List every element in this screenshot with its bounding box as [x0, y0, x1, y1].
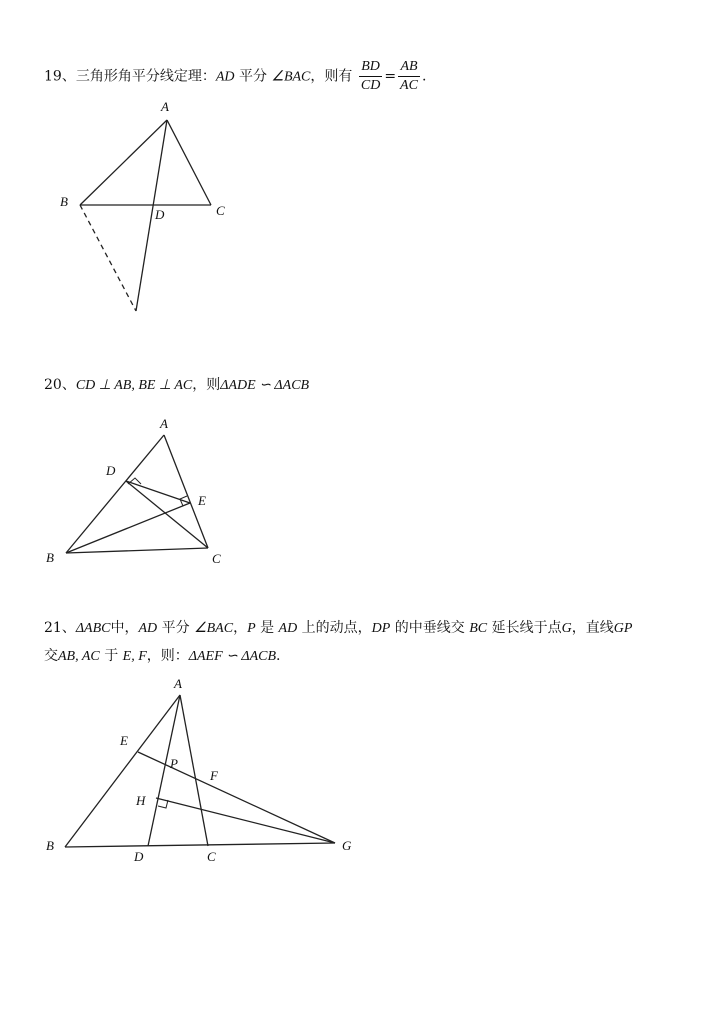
segment-ab	[65, 695, 180, 847]
statement-text: 是	[260, 620, 275, 636]
label-h: H	[136, 793, 146, 808]
label-d: D	[106, 463, 116, 478]
segment-be	[66, 503, 190, 553]
problem-20-statement	[44, 374, 309, 394]
segment-bg	[65, 843, 335, 847]
statement-text: 交	[44, 648, 58, 664]
math-segment: AD	[215, 69, 235, 85]
segment-cd	[126, 481, 208, 548]
statement-text: ，直线	[571, 620, 614, 636]
segment-ac	[164, 435, 208, 548]
math-segment: GP	[613, 621, 633, 636]
statement-text: 于	[104, 648, 119, 664]
label-g: G	[342, 838, 352, 853]
label-a: A	[174, 676, 182, 691]
fraction-denominator: CD	[360, 78, 381, 93]
statement-text: ，则有	[310, 68, 353, 85]
problem-number: 20、	[44, 377, 76, 393]
label-e: E	[120, 733, 128, 748]
fraction-numerator: BD	[359, 58, 382, 77]
label-b: B	[46, 550, 54, 565]
fraction-numerator: AB	[398, 58, 420, 77]
math-segment: ΔADE ∽ ΔACB	[220, 378, 310, 393]
math-segment: ∠BAC	[271, 69, 311, 85]
label-a: A	[160, 416, 168, 431]
equals-sign: =	[384, 68, 397, 85]
dashed-segment	[80, 205, 136, 311]
math-segment: ΔAEF ∽ ΔACB	[188, 649, 277, 664]
right-angle-mark	[128, 478, 141, 484]
statement-text: 平分	[238, 68, 267, 85]
statement-text: 中，	[110, 620, 139, 636]
statement-text: ，	[233, 620, 248, 636]
math-segment: DP	[371, 621, 391, 636]
math-segment: AD	[278, 621, 298, 636]
fraction-denominator: AC	[400, 78, 418, 93]
statement-text: 的中垂线交	[394, 620, 465, 636]
segment-ab	[66, 435, 164, 553]
label-c: C	[216, 203, 225, 218]
statement-text: 延长线于点	[491, 620, 562, 636]
label-d: D	[155, 207, 165, 222]
label-c: C	[212, 551, 221, 566]
math-segment: AD	[138, 621, 158, 636]
label-c: C	[207, 849, 216, 864]
math-segment: ΔABC	[75, 621, 111, 636]
statement-text: 平分	[161, 620, 190, 636]
statement-text: 三角形角平分线定理：	[75, 68, 216, 85]
math-segment: CD ⊥ AB, BE ⊥ AC	[75, 378, 193, 393]
label-d: D	[134, 849, 144, 864]
math-segment: AB, AC	[58, 649, 100, 664]
problem-21-statement-line-2	[44, 645, 280, 665]
statement-text: ，则：	[146, 648, 189, 664]
problem-number: 21、	[44, 620, 76, 636]
math-segment: BC	[469, 621, 488, 636]
segment-ac	[180, 695, 208, 846]
segment-ac	[167, 120, 211, 205]
label-b: B	[46, 838, 54, 853]
label-a: A	[161, 99, 169, 114]
segment-bc	[66, 548, 208, 553]
math-segment: P	[247, 621, 256, 636]
statement-end: .	[276, 648, 281, 664]
problem-21-statement-line-1	[44, 617, 632, 637]
statement-end: .	[421, 68, 427, 85]
label-p: P	[170, 756, 178, 771]
segment-ab	[80, 120, 167, 205]
segment-eg	[138, 752, 335, 843]
math-segment: E, F	[122, 649, 147, 664]
label-b: B	[60, 194, 68, 209]
problem-number: 19、	[44, 68, 76, 85]
label-e: E	[198, 493, 206, 508]
label-f: F	[210, 768, 218, 783]
statement-text: ，则	[192, 377, 221, 393]
statement-text: 上的动点，	[301, 620, 372, 636]
math-segment: ∠BAC	[194, 621, 234, 636]
math-segment: G	[561, 621, 572, 636]
segment-hg	[156, 798, 335, 843]
